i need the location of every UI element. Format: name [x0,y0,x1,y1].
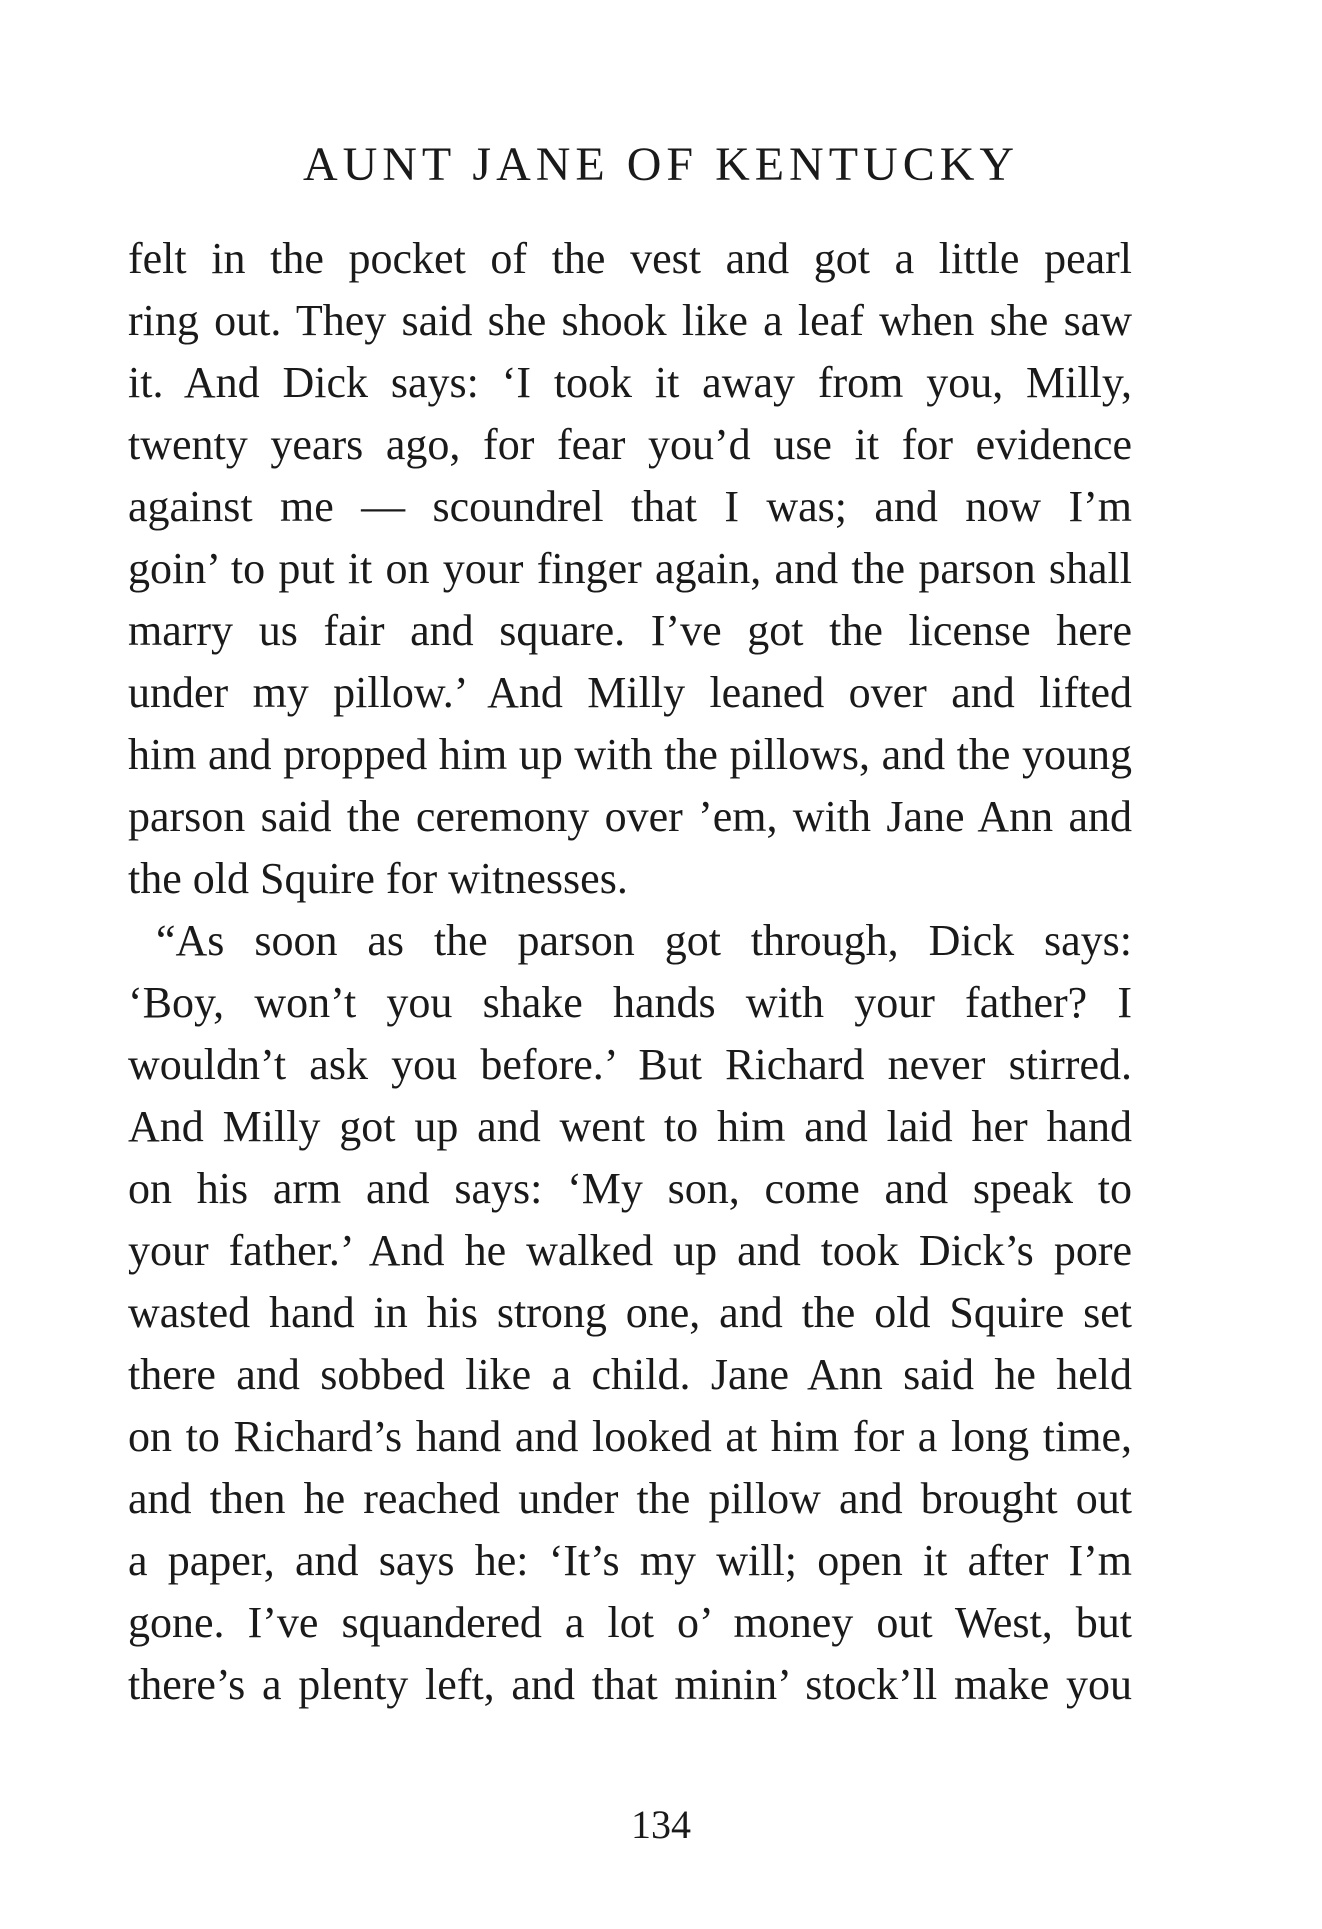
text-line: marry us fair and square. I’ve got the license here [128,606,1132,655]
text-line: against me — scoundrel that I was; and now I’m [128,482,1132,531]
running-head: AUNT JANE OF KENTUCKY [302,138,1020,191]
paragraph-2 [128,910,1132,1716]
paragraph-1 [128,228,1132,910]
text-line: on to Richard’s hand and looked at him for a long time, [128,1412,1132,1461]
text-line: goin’ to put it on your finger again, and the parson shall [128,544,1132,593]
text-line: ‘Boy, won’t you shake hands with your father? I [128,978,1132,1027]
text-line: felt in the pocket of the vest and got a little pearl [128,234,1132,283]
text-line: it. And Dick says: ‘I took it away from you, Milly, [128,358,1132,407]
text-line: your father.’ And he walked up and took Dick’s pore [128,1226,1132,1275]
text-line: the old Squire for witnesses. [128,854,628,903]
text-line: under my pillow.’ And Milly leaned over and lifted [128,668,1132,717]
text-line: twenty years ago, for fear you’d use it for evidence [128,420,1132,469]
text-line: ring out. They said she shook like a leaf when she saw [128,296,1132,345]
text-line: on his arm and says: ‘My son, come and speak to [128,1164,1132,1213]
text-line: wouldn’t ask you before.’ But Richard never stirred. [128,1040,1132,1089]
text-line: wasted hand in his strong one, and the old Squire set [128,1288,1132,1337]
text-line: him and propped him up with the pillows, and the young [128,730,1132,779]
text-line: parson said the ceremony over ’em, with Jane Ann and [128,792,1132,841]
page-number: 134 [631,1802,691,1847]
text-line: a paper, and says he: ‘It’s my will; open it after I’m [128,1536,1132,1585]
text-line: “As soon as the parson got through, Dick says: [156,916,1132,965]
text-line: gone. I’ve squandered a lot o’ money out West, but [128,1598,1132,1647]
body-text [128,228,1132,1716]
text-line: there and sobbed like a child. Jane Ann said he held [128,1350,1132,1399]
text-line: there’s a plenty left, and that minin’ stock’ll make you [128,1660,1132,1709]
text-line: And Milly got up and went to him and laid her hand [128,1102,1132,1151]
text-line: and then he reached under the pillow and brought out [128,1474,1132,1523]
